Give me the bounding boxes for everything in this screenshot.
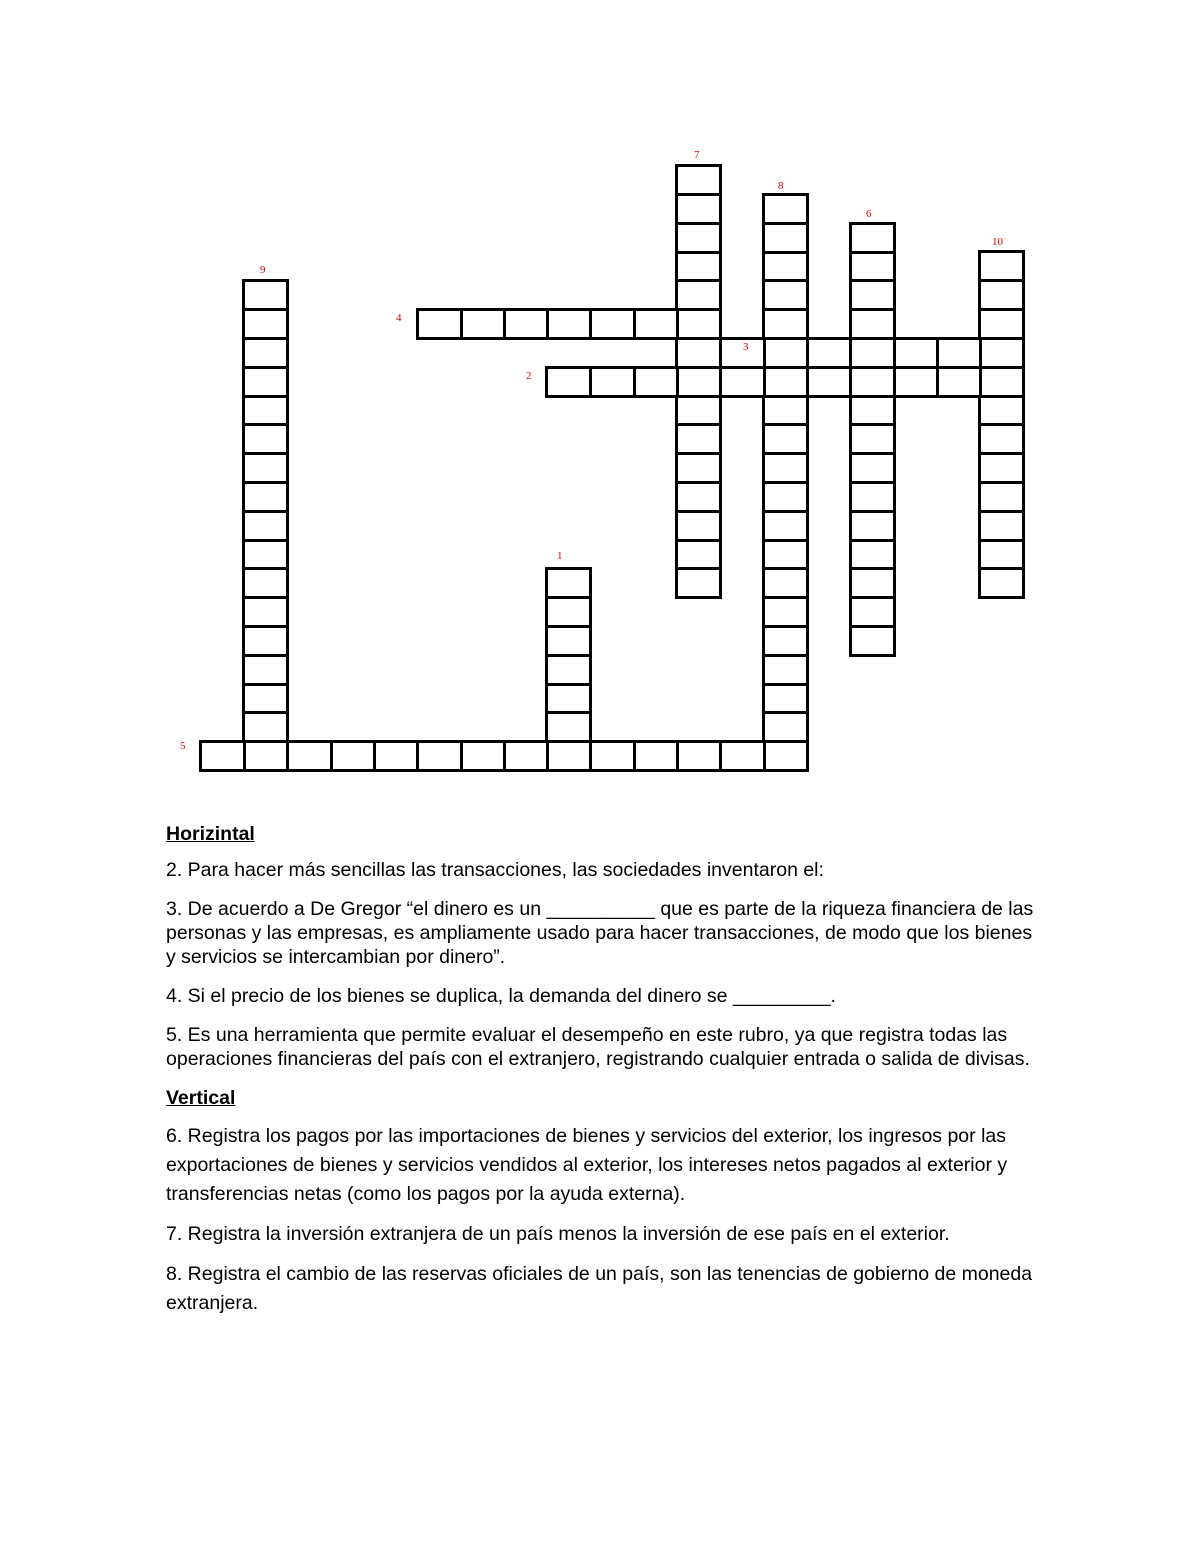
- crossword-cell[interactable]: [762, 481, 809, 513]
- crossword-cell[interactable]: [892, 337, 939, 369]
- crossword-cell[interactable]: [849, 452, 896, 484]
- crossword-cell[interactable]: [242, 366, 289, 398]
- clue-6: 6. Registra los pagos por las importaciones de bienes y servicios del exterior, los ingresos por las exportaciones de bienes y servicios vendidos al exterior, los intereses netos pagados al exterior y transferencias netas (como los pagos por la ayuda externa).: [166, 1125, 1008, 1205]
- crossword-cell[interactable]: [242, 481, 289, 513]
- crossword-cell[interactable]: [372, 740, 419, 772]
- crossword-cell[interactable]: [242, 394, 289, 426]
- crossword-cell[interactable]: [849, 279, 896, 311]
- crossword-cell[interactable]: [545, 654, 592, 686]
- crossword-cell[interactable]: [632, 308, 679, 340]
- crossword-cell[interactable]: [978, 366, 1025, 398]
- crossword-cell[interactable]: [545, 711, 592, 743]
- crossword-cell[interactable]: [589, 740, 636, 772]
- crossword-cell[interactable]: [242, 510, 289, 542]
- crossword-cell[interactable]: [589, 366, 636, 398]
- crossword-cell[interactable]: [632, 366, 679, 398]
- clue-number-4: 4: [396, 312, 402, 324]
- crossword-cell[interactable]: [416, 740, 463, 772]
- crossword-cell[interactable]: [978, 423, 1025, 455]
- clue-4: 4. Si el precio de los bienes se duplica, la demanda del dinero se _________.: [166, 985, 836, 1007]
- crossword-cell[interactable]: [675, 337, 722, 369]
- crossword-cell[interactable]: [675, 164, 722, 196]
- clues-section: [166, 818, 1036, 1329]
- crossword-cell[interactable]: [978, 279, 1025, 311]
- crossword-cell[interactable]: [242, 308, 289, 340]
- crossword-cell[interactable]: [242, 711, 289, 743]
- crossword-cell[interactable]: [849, 337, 896, 369]
- crossword-cell[interactable]: [675, 222, 722, 254]
- crossword-cell[interactable]: [545, 366, 592, 398]
- crossword-cell[interactable]: [242, 337, 289, 369]
- crossword-cell[interactable]: [242, 567, 289, 599]
- crossword-cell[interactable]: [242, 452, 289, 484]
- crossword-cell[interactable]: [675, 740, 722, 772]
- crossword-cell[interactable]: [762, 510, 809, 542]
- crossword-cell[interactable]: [242, 423, 289, 455]
- crossword-cell[interactable]: [286, 740, 333, 772]
- crossword-cell[interactable]: [459, 740, 506, 772]
- clue-3: 3. De acuerdo a De Gregor “el dinero es un __________ que es parte de la riqueza financiera de las personas y las empresas, es ampliamente usado para hacer transacciones, de modo que los bienes y servicios se intercambian por dinero”.: [166, 898, 1034, 968]
- crossword-cell[interactable]: [545, 625, 592, 657]
- clue-number-3: 3: [743, 341, 749, 353]
- clue-5: 5. Es una herramienta que permite evaluar el desempeño en este rubro, ya que registra todas las operaciones financieras del país con el extranjero, registrando cualquier entrada o salida de divisas.: [166, 1024, 1030, 1070]
- crossword-cell[interactable]: [762, 250, 809, 282]
- crossword-cell[interactable]: [849, 538, 896, 570]
- crossword-cell[interactable]: [849, 481, 896, 513]
- crossword-cell[interactable]: [545, 596, 592, 628]
- crossword-cell[interactable]: [978, 452, 1025, 484]
- crossword-cell[interactable]: [978, 538, 1025, 570]
- crossword-cell[interactable]: [762, 308, 809, 340]
- crossword-cell[interactable]: [849, 567, 896, 599]
- clue-8: 8. Registra el cambio de las reservas oficiales de un país, son las tenencias de gobierno de moneda extranjera.: [166, 1263, 1033, 1314]
- crossword-cell[interactable]: [675, 538, 722, 570]
- crossword-cell[interactable]: [242, 596, 289, 628]
- clue-number-6: 6: [866, 208, 872, 220]
- crossword-cell[interactable]: [675, 394, 722, 426]
- crossword-cell[interactable]: [762, 682, 809, 714]
- crossword-cell[interactable]: [805, 337, 852, 369]
- crossword-cell[interactable]: [242, 279, 289, 311]
- crossword-cell[interactable]: [762, 279, 809, 311]
- crossword-cell[interactable]: [892, 366, 939, 398]
- crossword-cell[interactable]: [632, 740, 679, 772]
- crossword-cell[interactable]: [719, 366, 766, 398]
- crossword-cell[interactable]: [762, 740, 809, 772]
- crossword-cell[interactable]: [675, 510, 722, 542]
- crossword-cell[interactable]: [675, 250, 722, 282]
- crossword-cell[interactable]: [675, 481, 722, 513]
- crossword-cell[interactable]: [978, 567, 1025, 599]
- clue-number-1: 1: [557, 550, 563, 562]
- crossword-cell[interactable]: [545, 308, 592, 340]
- crossword-cell[interactable]: [762, 711, 809, 743]
- crossword-cell[interactable]: [762, 337, 809, 369]
- crossword-cell[interactable]: [978, 394, 1025, 426]
- clue-number-2: 2: [526, 370, 532, 382]
- clue-number-5: 5: [180, 740, 186, 752]
- crossword-cell[interactable]: [199, 740, 246, 772]
- clue-number-9: 9: [260, 264, 266, 276]
- crossword-cell[interactable]: [242, 538, 289, 570]
- crossword-cell[interactable]: [762, 625, 809, 657]
- crossword-cell[interactable]: [935, 366, 982, 398]
- horizontal-heading: Horizintal: [166, 823, 255, 845]
- crossword-cell[interactable]: [849, 625, 896, 657]
- crossword-cell[interactable]: [762, 538, 809, 570]
- crossword-cell[interactable]: [849, 394, 896, 426]
- crossword-cell[interactable]: [675, 279, 722, 311]
- crossword-cell[interactable]: [849, 366, 896, 398]
- crossword-cell[interactable]: [675, 423, 722, 455]
- crossword-cell[interactable]: [762, 654, 809, 686]
- crossword-cell[interactable]: [675, 567, 722, 599]
- crossword-cell[interactable]: [762, 452, 809, 484]
- crossword-cell[interactable]: [242, 625, 289, 657]
- crossword-cell[interactable]: [978, 481, 1025, 513]
- crossword-cell[interactable]: [675, 366, 722, 398]
- crossword-cell[interactable]: [978, 337, 1025, 369]
- crossword-cell[interactable]: [978, 250, 1025, 282]
- crossword-cell[interactable]: [762, 567, 809, 599]
- clue-7: 7. Registra la inversión extranjera de un país menos la inversión de ese país en el exterior.: [166, 1223, 950, 1245]
- crossword-cell[interactable]: [805, 366, 852, 398]
- crossword-cell[interactable]: [242, 740, 289, 772]
- crossword-cell[interactable]: [329, 740, 376, 772]
- crossword-cell[interactable]: [502, 308, 549, 340]
- crossword-cell[interactable]: [589, 308, 636, 340]
- vertical-heading: Vertical: [166, 1087, 236, 1109]
- crossword-cell[interactable]: [762, 222, 809, 254]
- crossword-cell[interactable]: [545, 682, 592, 714]
- crossword-cell[interactable]: [849, 510, 896, 542]
- crossword-cell[interactable]: [719, 740, 766, 772]
- crossword-cell[interactable]: [978, 308, 1025, 340]
- crossword-cell[interactable]: [675, 308, 722, 340]
- crossword-cell[interactable]: [849, 596, 896, 628]
- crossword-cell[interactable]: [675, 193, 722, 225]
- crossword-cell[interactable]: [849, 308, 896, 340]
- crossword-cell[interactable]: [416, 308, 463, 340]
- crossword-cell[interactable]: [935, 337, 982, 369]
- crossword-cell[interactable]: [849, 423, 896, 455]
- crossword-cell[interactable]: [459, 308, 506, 340]
- crossword-cell[interactable]: [675, 452, 722, 484]
- crossword-cell[interactable]: [545, 740, 592, 772]
- crossword-cell[interactable]: [849, 250, 896, 282]
- crossword-cell[interactable]: [762, 193, 809, 225]
- crossword-cell[interactable]: [242, 682, 289, 714]
- clue-number-10: 10: [992, 236, 1003, 248]
- crossword-cell[interactable]: [242, 654, 289, 686]
- crossword-cell[interactable]: [762, 394, 809, 426]
- crossword-cell[interactable]: [978, 510, 1025, 542]
- clue-2: 2. Para hacer más sencillas las transacciones, las sociedades inventaron el:: [166, 859, 824, 881]
- crossword-cell[interactable]: [762, 596, 809, 628]
- crossword-cell[interactable]: [849, 222, 896, 254]
- clue-number-8: 8: [778, 180, 784, 192]
- crossword-cell[interactable]: [762, 366, 809, 398]
- crossword-cell[interactable]: [502, 740, 549, 772]
- crossword-cell[interactable]: [762, 423, 809, 455]
- clue-number-7: 7: [694, 149, 700, 161]
- crossword-cell[interactable]: [545, 567, 592, 599]
